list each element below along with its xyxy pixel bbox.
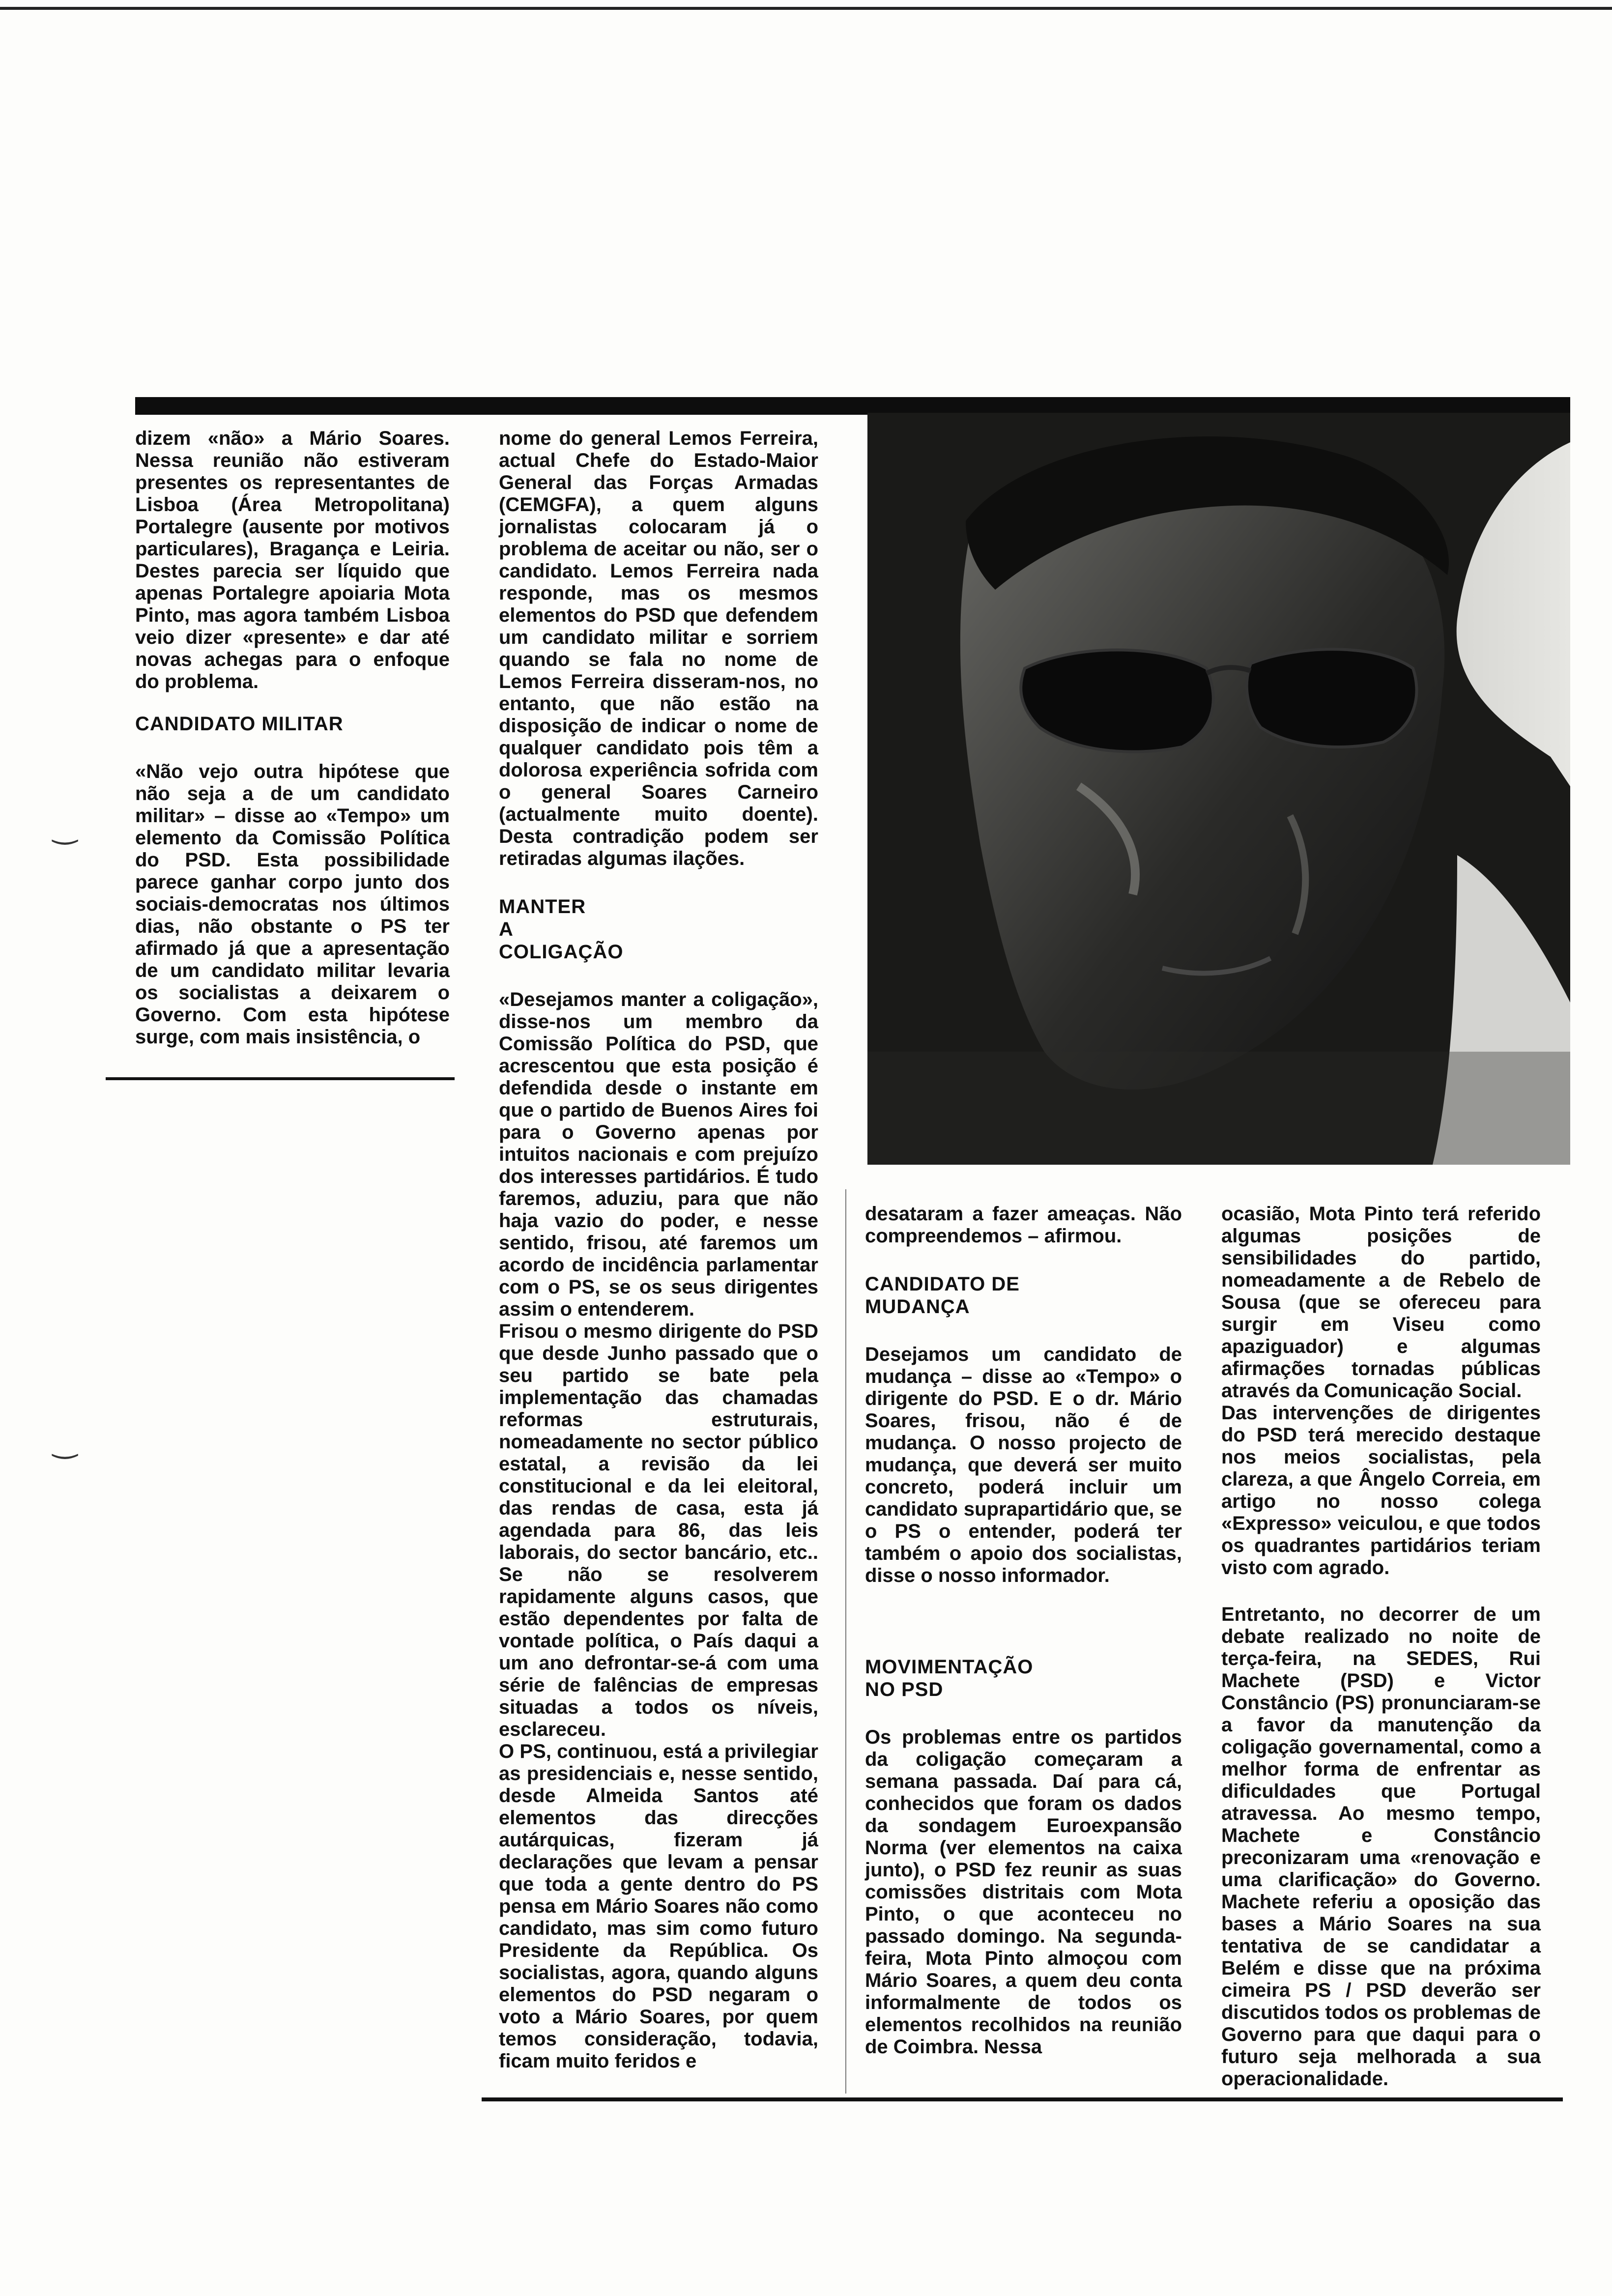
column-end-rule — [106, 1077, 455, 1080]
paragraph: «Desejamos manter a coligação», disse-nos um membro da Comissão Política do PSD, que acrescentou que esta posição é defendida desde o instante em que o partido de Buenos Aires foi para o Governo apenas por intuitos nacionais e com prejuízo dos interesses partidários. É tudo faremos, aduziu, para que não haja vazio do poder, e nesse sentido, frisou, até faremos um acordo de incidência parlamentar com o PS, se os seus dirigentes assim o entenderem. — [499, 989, 818, 1320]
portrait-photo — [867, 413, 1570, 1165]
article-column-3 — [865, 1203, 1182, 2058]
margin-fold-mark: ‿ — [53, 811, 77, 845]
paragraph: Entretanto, no decorrer de um debate realizado no noite de terça-feira, na SEDES, Rui Machete (PSD) e Victor Constâncio (PS) pronunciaram-se a favor da manutenção da coligação governamental, como a melhor forma de enfrentar as dificuldades que Portugal atravessa. Ao mesmo tempo, Machete e Constâncio preconizaram uma «renovação e uma clarificação» do Governo. Machete referiu a oposição das bases a Mário Soares na sua tentativa de se candidatar a Belém e disse que na próxima cimeira PS / PSD deverão ser discutidos todos os problemas de Governo para que daqui para o futuro seja melhorada a sua operacionalidade. — [1221, 1604, 1541, 2090]
paragraph: nome do general Lemos Ferreira, actual Chefe do Estado-Maior General das Forças Armadas (CEMGFA), a quem alguns jornalistas colocaram já o problema de aceitar ou não, ser o candidato. Lemos Ferreira nada responde, mas os mesmos elementos do PSD que defendem um candidato militar e sorriem quando se fala no nome de Lemos Ferreira disseram-nos, no entanto, que não estão na disposição de indicar o nome de qualquer candidato pois têm a dolorosa experiência sofrida com o general Soares Carneiro (actualmente muito doente). Desta contradição podem ser retiradas algumas ilações. — [499, 428, 818, 869]
article-column-1 — [135, 428, 450, 1048]
paragraph: Das intervenções de dirigentes do PSD terá merecido destaque nos meios socialistas, pela clareza, a que Ângelo Correia, em artigo no nosso colega «Expresso» veiculou, e que todos os quadrantes partidários teriam visto com agrado. — [1221, 1402, 1541, 1578]
paragraph: dizem «não» a Mário Soares. Nessa reunião não estiveram presentes os representantes de Lisboa (Área Metropolitana) Portalegre (ausente por motivos particulares), Bragança e Leiria. Destes parecia ser líquido que apenas Portalegre apoiaria Mota Pinto, mas agora também Lisboa veio dizer «presente» e dar até novas achegas para o enfoque do problema. — [135, 428, 450, 692]
paragraph: O PS, continuou, está a privilegiar as presidenciais e, nesse sentido, desde Almeida Santos até elementos das direcções autárquicas, fizeram já declarações que levam a pensar que toda a gente dentro do PS pensa em Mário Soares não como candidato, mas sim como futuro Presidente da República. Os socialistas, agora, quando alguns elementos do PSD negaram o voto a Mário Soares, por quem temos consideração, todavia, ficam muito feridos e — [499, 1741, 818, 2072]
paragraph: Desejamos um candidato de mudança – disse ao «Tempo» o dirigente do PSD. E o dr. Mário Soares, frisou, não é de mudança. O nosso projecto de mudança, que deverá ser muito concreto, poderá incluir um candidato suprapartidário que, se o PS o entender, poderá ter também o apoio dos socialistas, disse o nosso informador. — [865, 1344, 1182, 1586]
subheading-manter-coligacao: MANTER A COLIGAÇÃO — [499, 896, 624, 963]
subheading-movimentacao: MOVIMENTAÇÃO NO PSD — [865, 1656, 1034, 1700]
subheading-candidato-mudanca: CANDIDATO DE MUDANÇA — [865, 1273, 1020, 1318]
portrait-photo-graphic — [867, 413, 1570, 1165]
paragraph: Os problemas entre os partidos da coligação começaram a semana passada. Daí para cá, conhecidos que foram os dados da sondagem Euroexpansão Norma (ver elementos na caixa junto), o PSD fez reunir as suas comissões distritais com Mota Pinto, o que aconteceu no passado domingo. Na segunda-feira, Mota Pinto almoçou com Mário Soares, a quem deu conta informalmente de todos os elementos recolhidos na reunião de Coimbra. Nessa — [865, 1726, 1182, 2058]
paragraph: Frisou o mesmo dirigente do PSD que desde Junho passado que o seu partido se bate pela implementação das chamadas reformas estruturais, nomeadamente no sector público estatal, a revisão da lei constitucional e da lei eleitoral, das rendas de casa, esta já agendada para 86, das leis laborais, do sector bancário, etc.. Se não se resolverem rapidamente alguns casos, que estão dependentes por falta de vontade política, o País daqui a um ano defrontar-se-á com uma série de falências de empresas situadas a todos os níveis, esclareceu. — [499, 1320, 818, 1740]
paragraph: desataram a fazer ameaças. Não compreendemos – afirmou. — [865, 1203, 1182, 1247]
bottom-rule — [482, 2097, 1563, 2101]
margin-fold-mark: ‿ — [53, 1425, 77, 1460]
paragraph: «Não vejo outra hipótese que não seja a de um candidato militar» – disse ao «Tempo» um elemento da Comissão Política do PSD. Esta possibilidade parece ganhar corpo junto dos sociais-democratas nos últimos dias, não obstante o PS ter afirmado já que a apresentação de um candidato militar levaria os socialistas a deixarem o Governo. Com esta hipótese surge, com mais insistência, o — [135, 761, 450, 1048]
article-column-4 — [1221, 1203, 1541, 2090]
column-divider — [845, 1189, 846, 2094]
paragraph: ocasião, Mota Pinto terá referido algumas posições de sensibilidades do partido, nomeadamente a de Rebelo de Sousa (que se ofereceu para surgir em Viseu como apaziguador) e algumas afirmações tornadas públicas através da Comunicação Social. — [1221, 1203, 1541, 1402]
section-header-rule — [135, 397, 1570, 415]
article-column-2 — [499, 428, 818, 2072]
subheading-candidato-militar: CANDIDATO MILITAR — [135, 713, 344, 735]
top-edge-rule — [0, 7, 1612, 10]
